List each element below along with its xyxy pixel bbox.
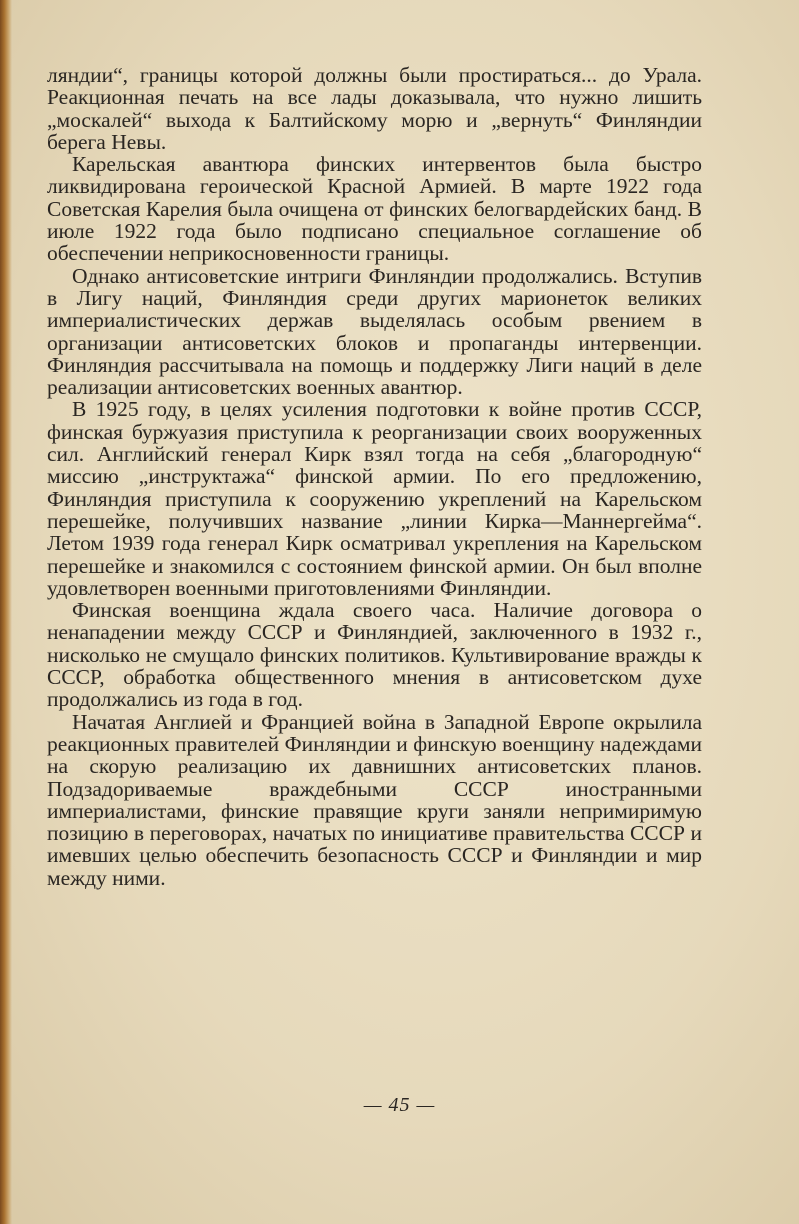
body-text — [47, 64, 702, 889]
paragraph-3: Однако антисоветские интриги Финляндии продолжались. Вступив в Лигу наций, Финляндия среди других марионеток великих империалистических держав выделялась особым рвением в организации антисоветских блоков и пропаганды интервенции. Финляндия рассчитывала на помощь и поддержку Лиги наций в деле реализации антисоветских военных авантюр. — [47, 263, 702, 400]
page-number: — 45 — — [363, 1094, 436, 1116]
paragraph-6: Начатая Англией и Францией война в Западной Европе окрылила реакционных правителей Финляндии и финскую военщину надеждами на скорую реализацию их давнишних антисоветских планов. Подзадориваемые враждебными СССР иностранными империалистами, финские правящие круги заняли непримиримую позицию в переговорах, начатых по инициативе правительства СССР и имевших целью обеспечить безопасность СССР и Финляндии и мир между ними. — [47, 709, 702, 890]
paragraph-4: В 1925 году, в целях усиления подготовки к войне против СССР, финская буржуазия приступила к реорганизации своих вооруженных сил. Английский генерал Кирк взял тогда на себя „благородную“ миссию „инструктажа“ финской армии. По его предложению, Финляндия приступила к сооружению укреплений на Карельском перешейке, получивших название „линии Кирка—Маннергейма“. Летом 1939 года генерал Кирк осматривал укрепления на Карельском перешейке и знакомился с состоянием финской армии. Он был вполне удовлетворен военными приготовлениями Финляндии. — [47, 397, 702, 600]
paragraph-2: Карельская авантюра финских интервентов была быстро ликвидирована героической Красной Армией. В марте 1922 года Советская Карелия была очищена от финских белогвардейских банд. В июле 1922 года было подписано специальное соглашение об обеспечении неприкосновенности границы. — [47, 152, 702, 266]
paragraph-5: Финская военщина ждала своего часа. Наличие договора о ненападении между СССР и Финляндией, заключенного в 1932 г., нисколько не смущало финских политиков. Культивирование вражды к СССР, обработка общественного мнения в антисоветском духе продолжались из года в год. — [47, 598, 702, 712]
paragraph-1: ляндии“, границы которой должны были простираться... до Урала. Реакционная печать на все лады доказывала, что нужно лишить „москалей“ выхода к Балтийскому морю и „вернуть“ Финляндии берега Невы. — [47, 63, 702, 154]
book-spine-edge — [0, 0, 12, 1224]
